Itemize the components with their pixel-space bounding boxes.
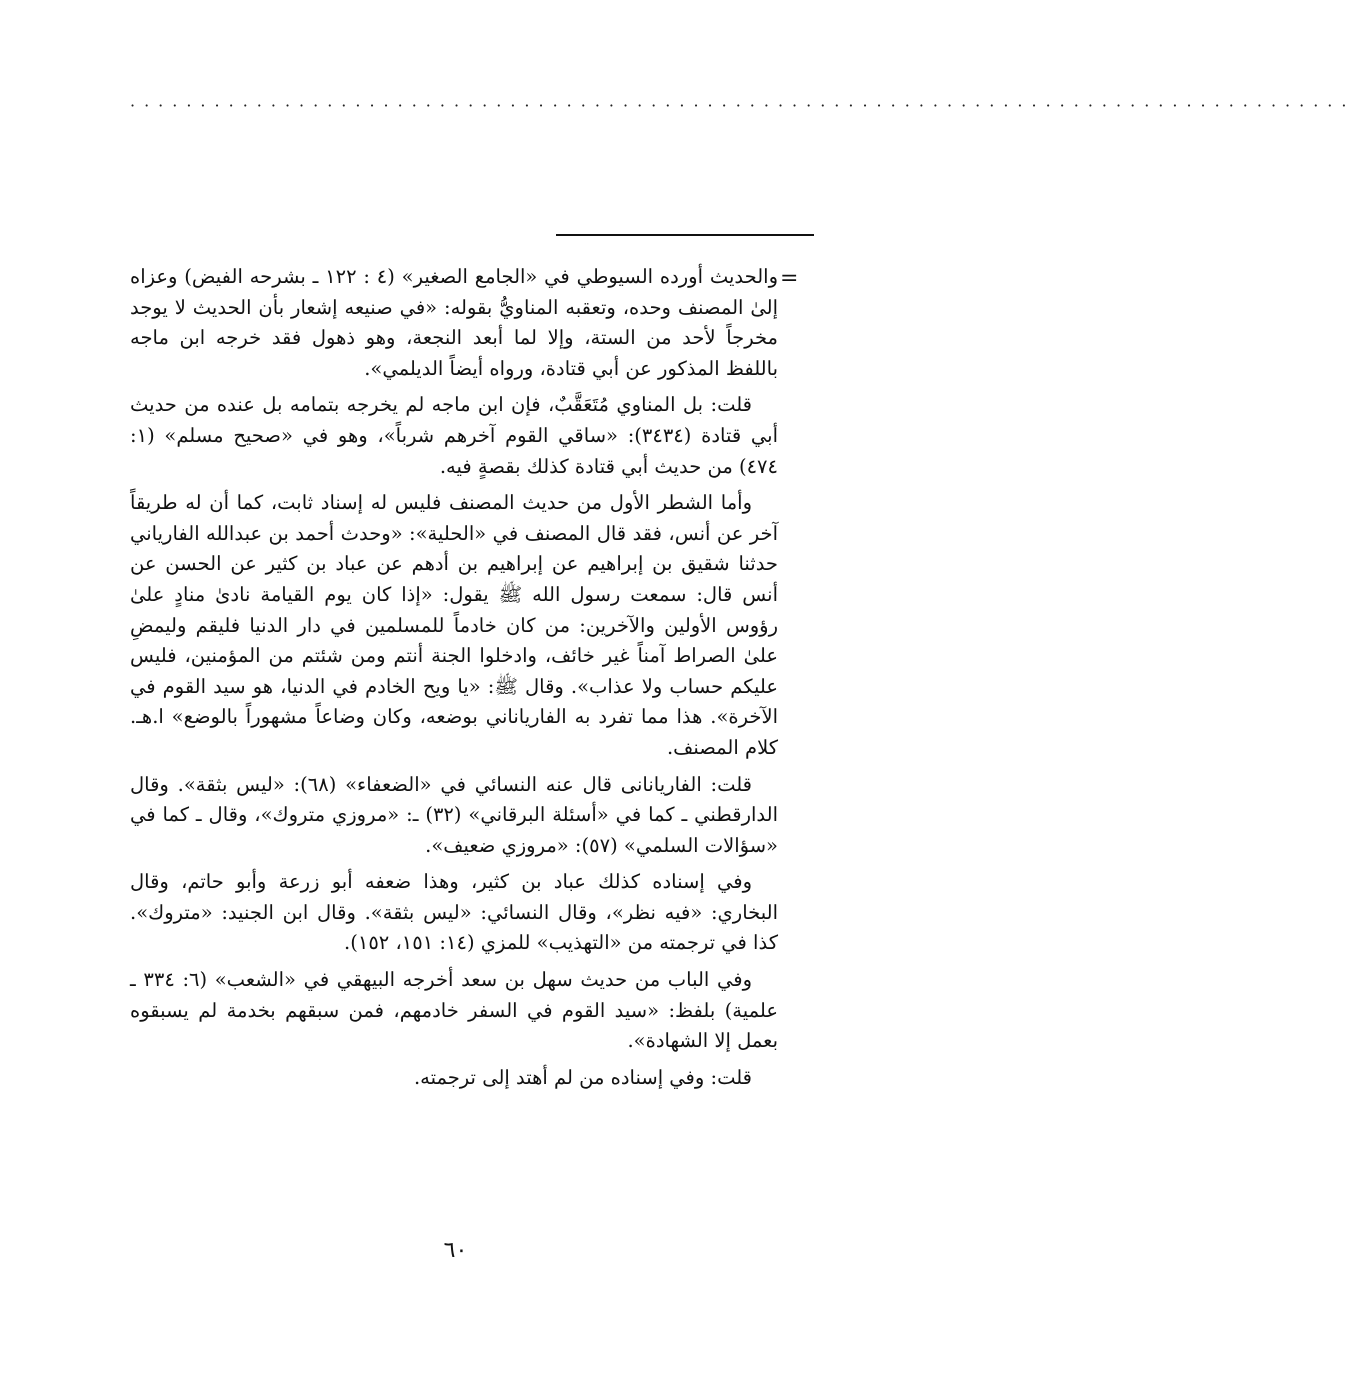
footnote-paragraph: قلت: وفي إسناده من لم أهتد إلى ترجمته. (413, 1065, 752, 1089)
footnotes-block (130, 262, 778, 1099)
footnote-paragraph: والحديث أورده السيوطي في «الجامع الصغير» (٤ : ١٢٢ ـ بشرحه الفيض) وعزاه إلىٰ المصنف وحده، وتعقبه المناويُّ بقوله: «في صنيعه إشعار بأن الحديث لا يوجد مخرجاً لأحد من الستة، وإلا لما أبعد النجعة، وهو ذهول فقد خرجه ابن ماجه باللفظ المذكور عن أبي قتادة، ورواه أيضاً الديلمي». (130, 265, 779, 380)
footnote-paragraph: وفي إسناده كذلك عباد بن كثير، وهذا ضعفه أبو زرعة وأبو حاتم، وقال البخاري: «فيه نظر»، وقال النسائي: «ليس بثقة». وقال ابن الجنيد: «متروك». كذا في ترجمته من «التهذيب» للمزي (١٤: ١٥١، ١٥٢). (130, 870, 778, 955)
continuation-mark: = (780, 266, 799, 291)
footnote-paragraph: وفي الباب من حديث سهل بن سعد أخرجه البيهقي في «الشعب» (٦: ٣٣٤ ـ علمية) بلفظ: «سيد القوم في السفر خادمهم، فمن سبقهم بخدمة لم يسبقوه بعمل إلا الشهادة». (130, 968, 778, 1053)
page-number: ٦٠ (443, 1238, 468, 1263)
footnote-rule (556, 234, 814, 236)
footnote-paragraph: قلت: بل المناوي مُتَعَقَّبٌ، فإن ابن ماجه لم يخرجه بتمامه بل عنده من حديث أبي قتادة (٣٤٣٤): «ساقي القوم آخرهم شرباً»، وهو في «صحيح مسلم» (١: ٤٧٤) من حديث أبي قتادة كذلك بقصةٍ فيه. (130, 393, 778, 478)
footnote-paragraph: قلت: الفاريانانى قال عنه النسائي في «الضعفاء» (٦٨): «ليس بثقة». وقال الدارقطني ـ كما في «أسئلة البرقاني» (٣٢) ـ: «مروزي متروك»، وقال ـ كما في «سؤالات السلمي» (٥٧): «مروزي ضعيف». (130, 772, 778, 857)
dotted-separator: ······················································································· (130, 96, 1355, 115)
footnote-paragraph: وأما الشطر الأول من حديث المصنف فليس له إسناد ثابت، كما أن له طريقاً آخر عن أنس، فقد قال المصنف في «الحلية»: «وحدث أحمد بن عبدالله الفارياني حدثنا شقيق بن إبراهيم عن إبراهيم بن أدهم عن عباد بن كثير عن الحسن عن أنس قال: سمعت رسول الله ﷺ يقول: «إذا كان يوم القيامة نادىٰ منادٍ علىٰ رؤوس الأولين والآخرين: من كان خادماً للمسلمين في دار الدنيا فليقم وليمضِ علىٰ الصراط آمناً غير خائف، وادخلوا الجنة أنتم ومن شئتم من المؤمنين، فليس عليكم حساب ولا عذاب». وقال ﷺ: «يا ويح الخادم في الدنيا، هو سيد القوم في الآخرة». هذا مما تفرد به الفارياناني بوضعه، وكان وضاعاً مشهوراً بالوضع» ا.هـ. كلام المصنف. (130, 491, 778, 759)
